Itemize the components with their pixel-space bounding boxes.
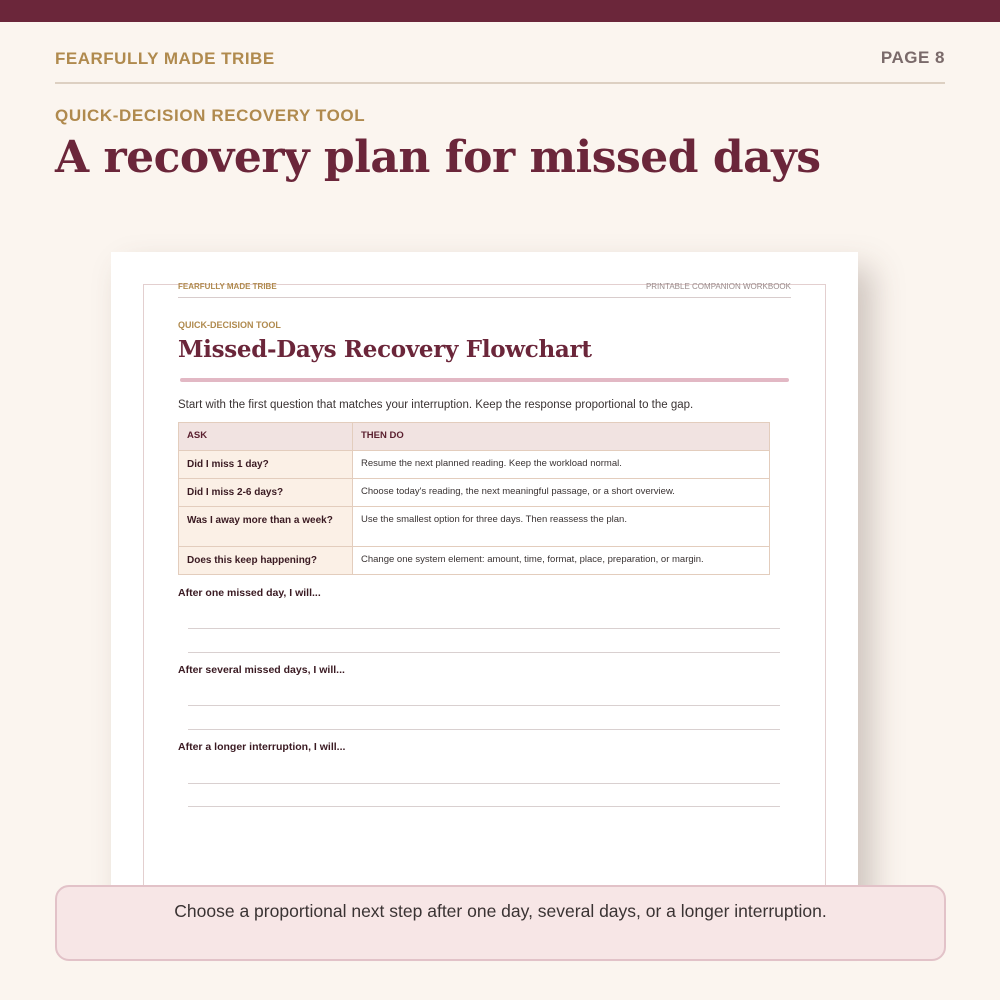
ask-cell: Was I away more than a week? xyxy=(179,507,353,547)
ask-cell: Did I miss 2-6 days? xyxy=(179,479,353,507)
table-row xyxy=(179,479,770,507)
worksheet-kicker: QUICK-DECISION TOOL xyxy=(178,320,281,330)
section-kicker: QUICK-DECISION RECOVERY TOOL xyxy=(55,106,366,125)
writing-line[interactable] xyxy=(188,628,780,629)
then-cell: Resume the next planned reading. Keep the workload normal. xyxy=(353,451,770,479)
prompt-longer-interruption: After a longer interruption, I will... xyxy=(178,741,346,753)
worksheet-header-divider xyxy=(178,297,791,298)
column-header-ask: ASK xyxy=(179,423,353,451)
top-accent-bar xyxy=(0,0,1000,22)
writing-line[interactable] xyxy=(188,652,780,653)
worksheet-title: Missed-Days Recovery Flowchart xyxy=(178,336,592,363)
prompt-one-day: After one missed day, I will... xyxy=(178,587,321,599)
ask-cell: Does this keep happening? xyxy=(179,547,353,575)
worksheet-preview xyxy=(111,252,858,912)
worksheet-workbook-label: PRINTABLE COMPANION WORKBOOK xyxy=(645,282,791,291)
summary-callout xyxy=(55,885,946,961)
page-title: A recovery plan for missed days xyxy=(55,132,821,183)
prompt-several-days: After several missed days, I will... xyxy=(178,664,345,676)
page-number: PAGE 8 xyxy=(880,48,945,67)
then-cell: Use the smallest option for three days. Then reassess the plan. xyxy=(353,507,770,547)
brand-name: FEARFULLY MADE TRIBE xyxy=(55,49,275,68)
column-header-then: THEN DO xyxy=(353,423,770,451)
header-divider xyxy=(55,82,945,84)
table-row xyxy=(179,507,770,547)
writing-line[interactable] xyxy=(188,806,780,807)
writing-line[interactable] xyxy=(188,783,780,784)
ask-then-table xyxy=(178,422,770,575)
worksheet-intro: Start with the first question that matches your interruption. Keep the response proportional to the gap. xyxy=(178,399,694,411)
worksheet-title-underline xyxy=(180,378,789,382)
writing-line[interactable] xyxy=(188,729,780,730)
table-header-row xyxy=(179,423,770,451)
writing-line[interactable] xyxy=(188,705,780,706)
then-cell: Choose today's reading, the next meaningful passage, or a short overview. xyxy=(353,479,770,507)
table-row xyxy=(179,547,770,575)
table-row xyxy=(179,451,770,479)
callout-text: Choose a proportional next step after one day, several days, or a longer interruption. xyxy=(174,901,827,921)
ask-cell: Did I miss 1 day? xyxy=(179,451,353,479)
worksheet-brand: FEARFULLY MADE TRIBE xyxy=(178,282,277,291)
then-cell: Change one system element: amount, time, format, place, preparation, or margin. xyxy=(353,547,770,575)
